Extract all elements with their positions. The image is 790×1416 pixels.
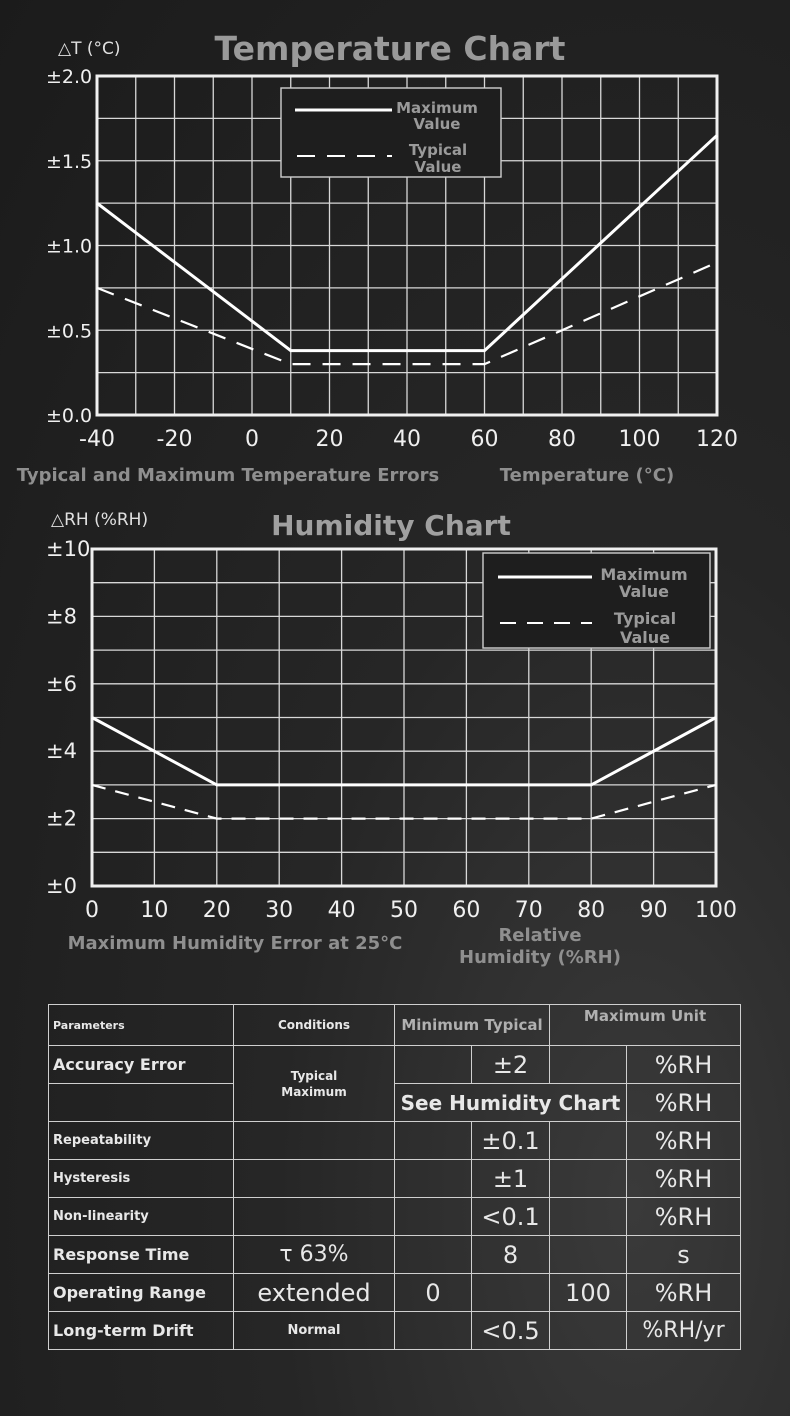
humidity-caption: Maximum Humidity Error at 25°C xyxy=(67,933,403,954)
row-min xyxy=(395,1122,472,1160)
header-minimum: Minimum xyxy=(401,1016,480,1034)
row-param: Hysteresis xyxy=(49,1160,234,1198)
x-tick-label: 100 xyxy=(695,898,737,923)
temperature-caption: Typical and Maximum Temperature Errors xyxy=(16,465,440,486)
x-tick-label: 80 xyxy=(548,427,576,452)
humidity-x-axis-label-1: Relative xyxy=(498,925,582,946)
y-tick-label: ±1.5 xyxy=(46,150,93,173)
table-row xyxy=(49,1274,741,1312)
table-row xyxy=(49,1084,741,1122)
table-row xyxy=(49,1236,741,1274)
temperature-chart xyxy=(17,29,738,486)
y-tick-label: ±0.0 xyxy=(46,405,93,427)
legend-max-label-2: Value xyxy=(618,582,670,601)
x-tick-label: 10 xyxy=(140,898,169,923)
row-max xyxy=(550,1160,627,1198)
y-tick-label: ±6 xyxy=(46,671,77,696)
x-tick-label: 20 xyxy=(315,427,344,452)
legend-typ-label-2: Value xyxy=(619,628,671,647)
header-maximum-unit: Maximum Unit xyxy=(550,1005,741,1046)
condition-maximum: Maximum xyxy=(281,1084,347,1099)
row-typical: <0.5 xyxy=(472,1312,550,1350)
row-max xyxy=(550,1236,627,1274)
row-unit: s xyxy=(627,1236,741,1274)
y-tick-label: ±1.0 xyxy=(46,235,93,258)
row-cond xyxy=(234,1122,395,1160)
table-row xyxy=(49,1160,741,1198)
x-tick-label: 30 xyxy=(265,898,294,923)
x-tick-label: 40 xyxy=(393,427,421,452)
header-parameters: Parameters xyxy=(49,1005,234,1046)
legend-max-label-1: Maximum xyxy=(600,565,688,584)
x-tick-label: 100 xyxy=(618,427,661,452)
row-min xyxy=(395,1236,472,1274)
temperature-y-ticks xyxy=(46,66,92,427)
y-tick-label: ±10 xyxy=(46,537,91,561)
row-param: Response Time xyxy=(49,1236,234,1274)
x-tick-label: 70 xyxy=(514,898,543,923)
x-tick-label: 90 xyxy=(639,898,668,923)
row-unit: %RH/yr xyxy=(627,1312,741,1350)
row-unit: %RH xyxy=(627,1122,741,1160)
row-param: Operating Range xyxy=(49,1274,234,1312)
row-max xyxy=(550,1046,627,1084)
humidity-y-ticks xyxy=(46,537,90,898)
row-typical: ±0.1 xyxy=(472,1122,550,1160)
row-see-chart: See Humidity Chart xyxy=(395,1084,627,1122)
temperature-chart-title: Temperature Chart xyxy=(214,29,566,68)
row-cond: Normal xyxy=(234,1312,395,1350)
x-tick-label: 60 xyxy=(470,427,499,452)
table-row xyxy=(49,1312,741,1350)
header-conditions: Conditions xyxy=(234,1005,395,1046)
table-header-row xyxy=(49,1005,741,1046)
row-unit: %RH xyxy=(627,1046,741,1084)
row-min xyxy=(395,1046,472,1084)
row-max xyxy=(550,1312,627,1350)
row-max xyxy=(550,1122,627,1160)
row-typical xyxy=(472,1274,550,1312)
temperature-y-axis-label: △T (°C) xyxy=(58,39,121,59)
y-tick-label: ±0 xyxy=(46,874,77,898)
y-tick-label: ±0.5 xyxy=(46,320,93,343)
x-tick-label: 120 xyxy=(696,427,738,452)
row-unit: %RH xyxy=(627,1274,741,1312)
x-tick-label: 0 xyxy=(245,427,259,452)
humidity-chart-title: Humidity Chart xyxy=(271,509,511,542)
row-unit: %RH xyxy=(627,1084,741,1122)
y-tick-label: ±2.0 xyxy=(46,66,93,88)
row-cond xyxy=(234,1160,395,1198)
y-tick-label: ±8 xyxy=(46,604,77,629)
temperature-x-ticks xyxy=(79,427,738,452)
humidity-y-axis-label: △RH (%RH) xyxy=(51,510,149,530)
y-tick-label: ±4 xyxy=(46,739,77,764)
legend-typ-label-1: Typical xyxy=(613,609,677,628)
row-param: Non-linearity xyxy=(49,1198,234,1236)
row-cond: extended xyxy=(234,1274,395,1312)
row-cond: τ 63% xyxy=(234,1236,395,1274)
temperature-legend xyxy=(281,88,501,177)
row-typical: <0.1 xyxy=(472,1198,550,1236)
row-typical: ±1 xyxy=(472,1160,550,1198)
row-unit: %RH xyxy=(627,1160,741,1198)
row-min: 0 xyxy=(395,1274,472,1312)
humidity-x-axis-label-2: Humidity (%RH) xyxy=(459,947,621,968)
x-tick-label: 60 xyxy=(452,898,481,923)
table-row xyxy=(49,1122,741,1160)
header-min-typ xyxy=(395,1005,550,1046)
row-param: Repeatability xyxy=(49,1122,234,1160)
x-tick-label: -40 xyxy=(79,427,115,452)
legend-max-label-1: Maximum xyxy=(396,99,478,117)
row-typical: ±2 xyxy=(472,1046,550,1084)
row-min xyxy=(395,1160,472,1198)
header-typical: Typical xyxy=(484,1016,543,1034)
row-max xyxy=(550,1198,627,1236)
table-row xyxy=(49,1046,741,1084)
legend-max-label-2: Value xyxy=(413,115,461,133)
row-param xyxy=(49,1084,234,1122)
table-row xyxy=(49,1198,741,1236)
humidity-chart xyxy=(46,509,737,968)
x-tick-label: 0 xyxy=(85,898,99,923)
humidity-x-ticks xyxy=(85,898,737,923)
x-tick-label: 20 xyxy=(202,898,231,923)
row-min xyxy=(395,1198,472,1236)
humidity-legend xyxy=(483,553,710,648)
row-conditions xyxy=(234,1046,395,1122)
legend-typ-label-2: Value xyxy=(414,158,462,176)
x-tick-label: 80 xyxy=(577,898,606,923)
specifications-table xyxy=(48,1004,741,1350)
condition-typical: Typical xyxy=(290,1068,338,1083)
row-param: Long-term Drift xyxy=(49,1312,234,1350)
row-cond xyxy=(234,1198,395,1236)
y-tick-label: ±2 xyxy=(46,806,77,831)
row-max: 100 xyxy=(550,1274,627,1312)
x-tick-label: -20 xyxy=(156,427,193,452)
x-tick-label: 40 xyxy=(327,898,356,923)
row-param: Accuracy Error xyxy=(49,1046,234,1084)
legend-typ-label-1: Typical xyxy=(408,141,468,159)
row-unit: %RH xyxy=(627,1198,741,1236)
temperature-x-axis-label: Temperature (°C) xyxy=(499,465,675,486)
x-tick-label: 50 xyxy=(390,898,418,923)
row-typical: 8 xyxy=(472,1236,550,1274)
row-min xyxy=(395,1312,472,1350)
